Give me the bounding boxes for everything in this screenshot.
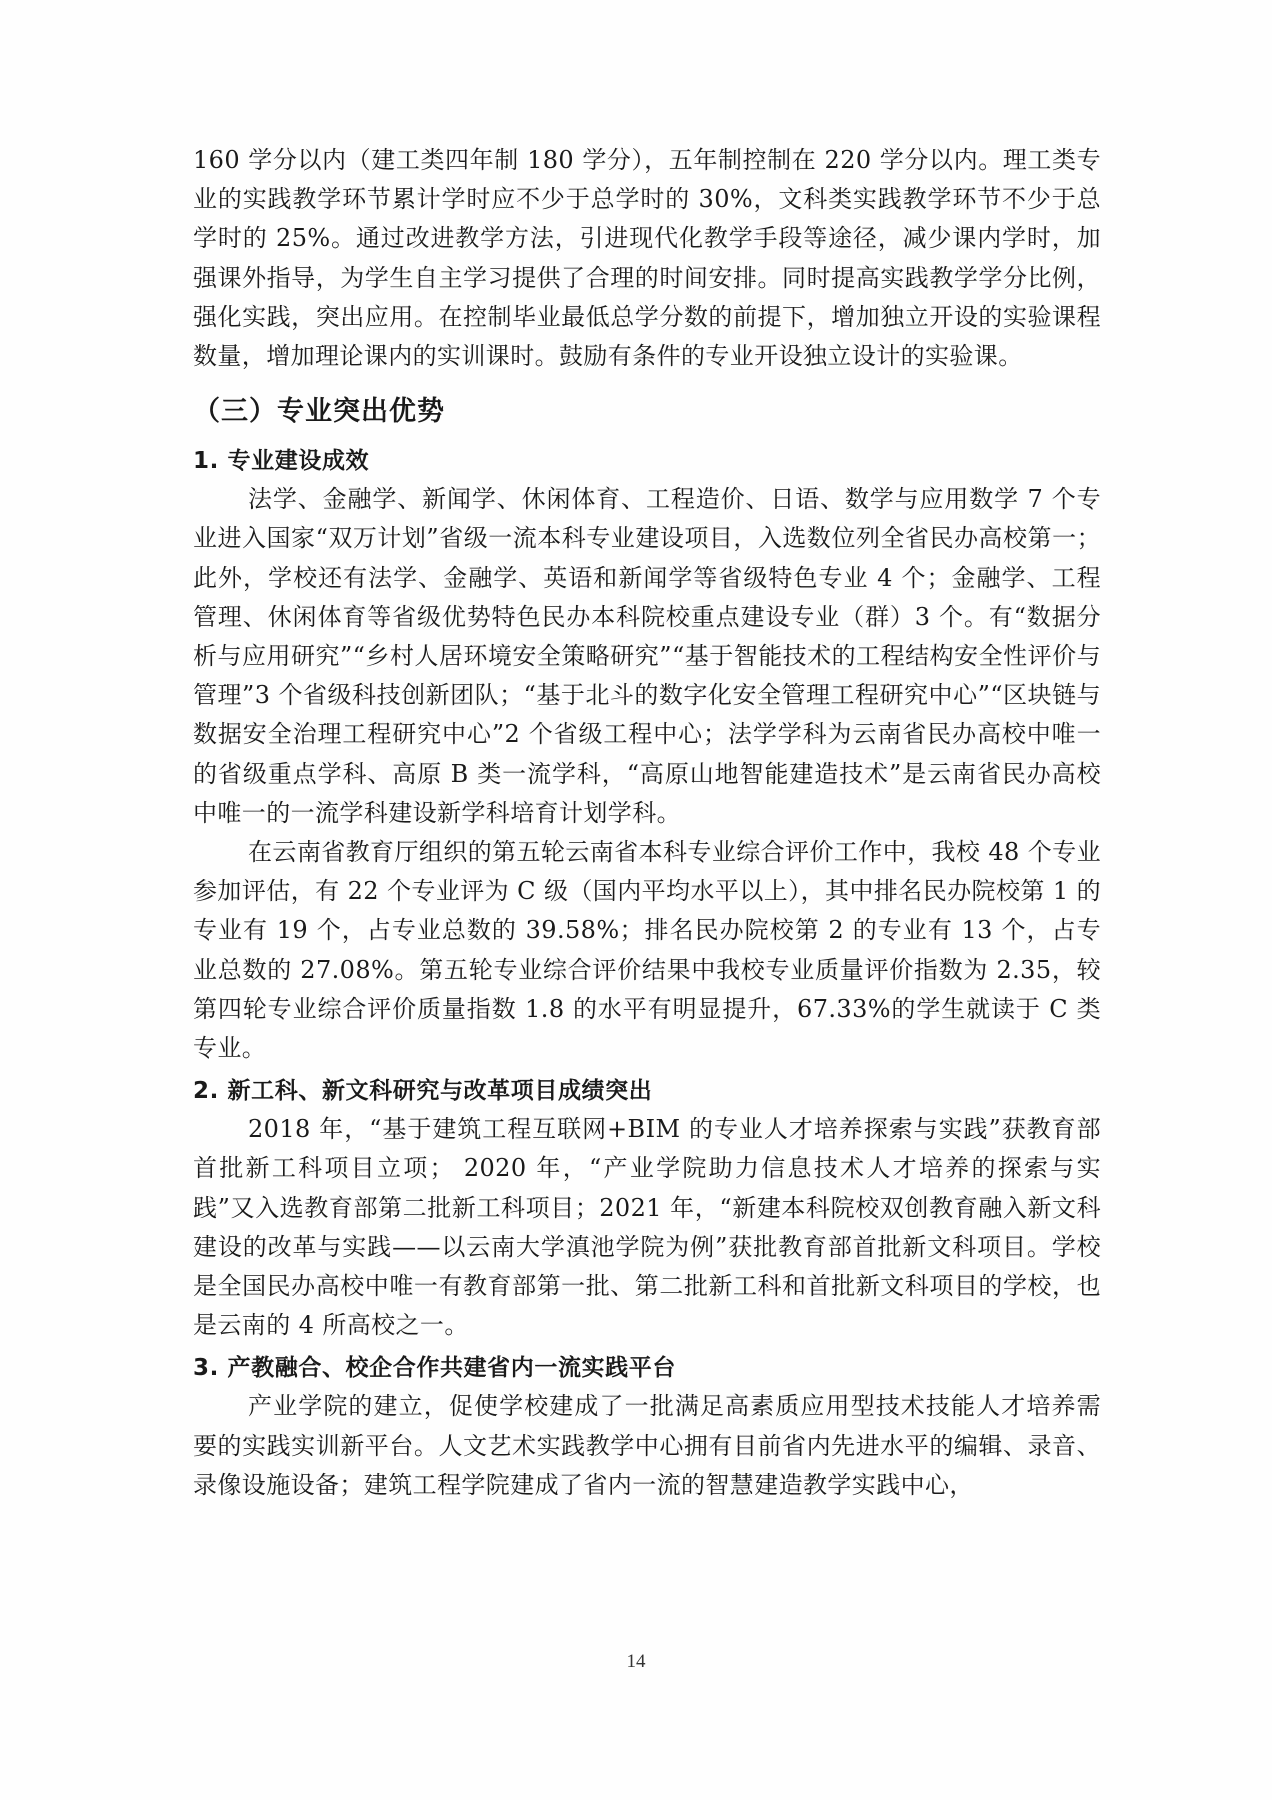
- document-body: [193, 141, 1101, 1505]
- paragraph-credits: 160 学分以内（建工类四年制 180 学分），五年制控制在 220 学分以内。理工类专业的实践教学环节累计学时应不少于总学时的 30%，文科类实践教学环节不少于总学时的 25%。通过改进教学方法，引进现代化教学手段等途径，减少课内学时，加强课外指导，为学生自主学习提供了合理的时间安排。同时提高实践教学学分比例，强化实践，突出应用。在控制毕业最低总学分数的前提下，增加独立开设的实验课程数量，增加理论课内的实训课时。鼓励有条件的专业开设独立设计的实验课。: [193, 146, 1101, 371]
- subheading-construction-results: 1. 专业建设成效: [193, 448, 370, 475]
- subheading-industry-education: 3. 产教融合、校企合作共建省内一流实践平台: [193, 1355, 676, 1382]
- section-heading: （三）专业突出优势: [193, 396, 445, 428]
- subheading-new-engineering: 2. 新工科、新文科研究与改革项目成绩突出: [193, 1078, 653, 1105]
- paragraph-industry-college: 产业学院的建立，促使学校建成了一批满足高素质应用型技术技能人才培养需要的实践实训新平台。人文艺术实践教学中心拥有目前省内先进水平的编辑、录音、录像设施设备；建筑工程学院建成了省内一流的智慧建造教学实践中心，: [193, 1392, 1101, 1499]
- paragraph-evaluation: 在云南省教育厅组织的第五轮云南省本科专业综合评价工作中，我校 48 个专业参加评估，有 22 个专业评为 C 级（国内平均水平以上），其中排名民办院校第 1 的专业有 19 个，占专业总数的 39.58%；排名民办院校第 2 的专业有 13 个，占专业总数的 27.08%。第五轮专业综合评价结果中我校专业质量评价指数为 2.35，较第四轮专业综合评价质量指数 1.8 的水平有明显提升，67.33%的学生就读于 C 类专业。: [193, 838, 1101, 1063]
- page-number: 14: [626, 1651, 646, 1672]
- paragraph-first-class-majors: 法学、金融学、新闻学、休闲体育、工程造价、日语、数学与应用数学 7 个专业进入国家“双万计划”省级一流本科专业建设项目，入选数位列全省民办高校第一；此外，学校还有法学、金融学、英语和新闻学等省级特色专业 4 个；金融学、工程管理、休闲体育等省级优势特色民办本科院校重点建设专业（群）3 个。有“数据分析与应用研究”“乡村人居环境安全策略研究”“基于智能技术的工程结构安全性评价与管理”3 个省级科技创新团队；“基于北斗的数字化安全管理工程研究中心”“区块链与数据安全治理工程研究中心”2 个省级工程中心；法学学科为云南省民办高校中唯一的省级重点学科、高原 B 类一流学科，“高原山地智能建造技术”是云南省民办高校中唯一的一流学科建设新学科培育计划学科。: [193, 485, 1101, 827]
- paragraph-new-engineering: 2018 年，“基于建筑工程互联网+BIM 的专业人才培养探索与实践”获教育部首批新工科项目立项； 2020 年，“产业学院助力信息技术人才培养的探索与实践”又入选教育部第二批新工科项目；2021 年，“新建本科院校双创教育融入新文科建设的改革与实践——以云南大学滇池学院为例”获批教育部首批新文科项目。学校是全国民办高校中唯一有教育部第一批、第二批新工科和首批新文科项目的学校，也是云南的 4 所高校之一。: [193, 1115, 1101, 1340]
